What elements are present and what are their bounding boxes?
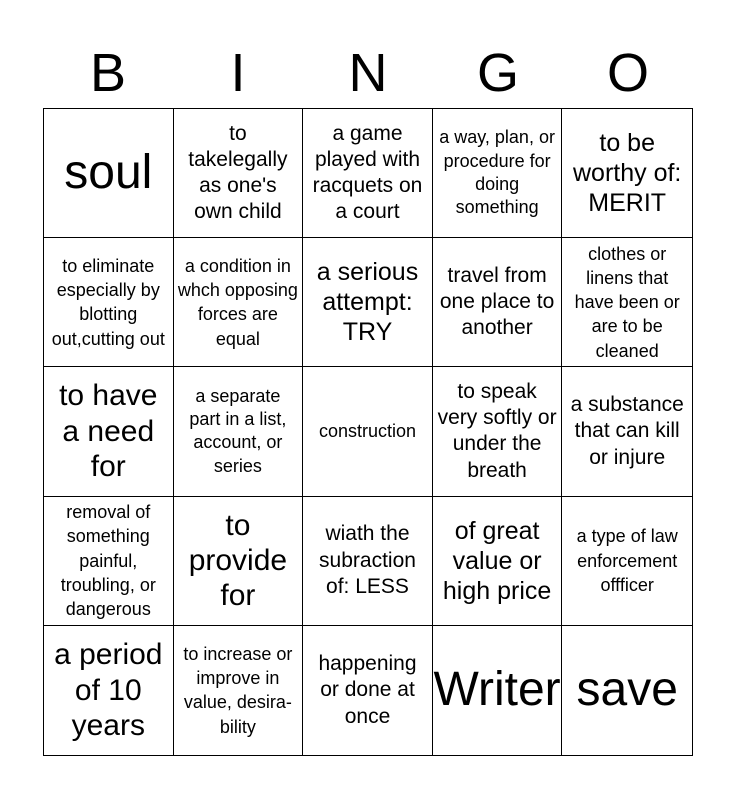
bingo-cell[interactable]: to increase or improve in value, desira- bility (174, 626, 304, 755)
bingo-cell[interactable]: Writer (433, 626, 563, 755)
bingo-cell[interactable]: to takelegally as one's own child (174, 109, 304, 238)
bingo-cell[interactable]: a period of 10 years (44, 626, 174, 755)
bingo-header (43, 38, 693, 108)
bingo-cell[interactable]: a type of law enforcement offficer (562, 497, 692, 626)
bingo-cell[interactable]: a way, plan, or procedure for doing something (433, 109, 563, 238)
bingo-cell[interactable]: of great value or high price (433, 497, 563, 626)
bingo-cell[interactable]: to have a need for (44, 367, 174, 496)
bingo-cell[interactable]: to speak very softly or under the breath (433, 367, 563, 496)
bingo-cell[interactable]: happening or done at once (303, 626, 433, 755)
bingo-cell[interactable]: a condition in whch opposing forces are equal (174, 238, 304, 367)
header-letter-b: B (89, 43, 127, 103)
header-letter-i: I (230, 43, 246, 103)
bingo-board (43, 108, 693, 756)
bingo-cell[interactable]: construction (303, 367, 433, 496)
header-letter-g: G (476, 43, 519, 103)
bingo-cell[interactable]: removal of something painful, troubling, or dangerous (44, 497, 174, 626)
header-letter-n: N (348, 43, 388, 103)
header-letter-o: O (606, 43, 649, 103)
bingo-cell[interactable]: a separate part in a list, account, or series (174, 367, 304, 496)
bingo-cell[interactable]: travel from one place to another (433, 238, 563, 367)
bingo-cell[interactable]: wiath the subraction of: LESS (303, 497, 433, 626)
bingo-cell[interactable]: a game played with racquets on a court (303, 109, 433, 238)
bingo-cell[interactable]: a serious attempt: TRY (303, 238, 433, 367)
bingo-cell[interactable]: to eliminate especially by blotting out,cutting out (44, 238, 174, 367)
bingo-cell[interactable]: to be worthy of: MERIT (562, 109, 692, 238)
bingo-cell[interactable]: a substance that can kill or injure (562, 367, 692, 496)
bingo-cell[interactable]: soul (44, 109, 174, 238)
bingo-cell[interactable]: clothes or linens that have been or are to be cleaned (562, 238, 692, 367)
bingo-cell[interactable]: to provide for (174, 497, 304, 626)
bingo-cell[interactable]: save (576, 663, 678, 717)
